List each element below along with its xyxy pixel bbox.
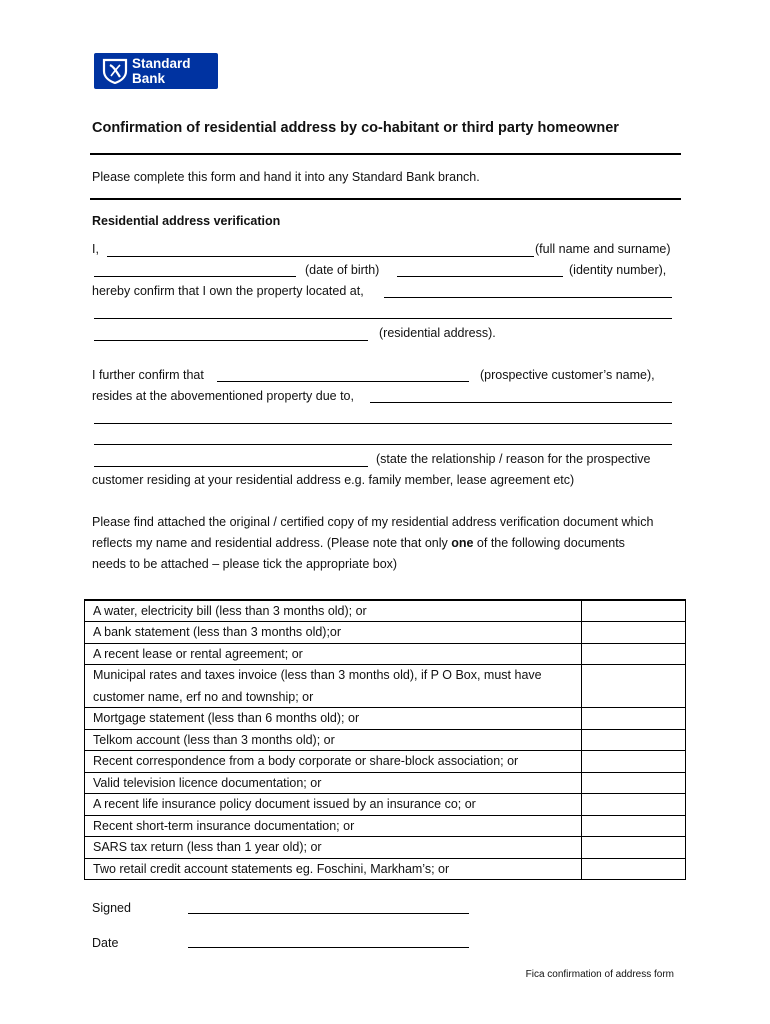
tick-box[interactable] xyxy=(582,837,685,858)
attach-para-line2 xyxy=(92,535,625,551)
full-name-label: (full name and surname) xyxy=(535,242,671,256)
property-address-field-2[interactable] xyxy=(94,318,672,319)
shield-icon xyxy=(102,58,128,84)
table-row xyxy=(85,815,685,837)
table-row xyxy=(85,707,685,729)
resides-text: resides at the abovementioned property due to, xyxy=(92,389,354,403)
prospective-customer-field[interactable] xyxy=(217,381,469,382)
i-prefix: I, xyxy=(92,242,99,256)
signature-field[interactable] xyxy=(188,913,469,914)
table-row xyxy=(85,600,685,621)
date-field[interactable] xyxy=(188,947,469,948)
footer-note: Fica confirmation of address form xyxy=(525,969,674,980)
document-option: Telkom account (less than 3 months old); or xyxy=(93,732,335,747)
instruction-divider xyxy=(90,198,681,200)
document-option: A bank statement (less than 3 months old);or xyxy=(93,625,342,639)
tick-box[interactable] xyxy=(582,708,685,729)
tick-box[interactable] xyxy=(582,773,685,794)
tick-box[interactable] xyxy=(582,730,685,751)
document-option: Municipal rates and taxes invoice (less than 3 months old), if P O Box, must have customer name, erf no and township; or xyxy=(93,668,542,704)
tick-box[interactable] xyxy=(582,665,685,707)
table-row xyxy=(85,664,685,707)
attach-para-line1: Please find attached the original / certified copy of my residential address verification document which xyxy=(92,515,654,529)
table-row xyxy=(85,621,685,643)
logo-line2: Bank xyxy=(132,71,166,86)
relationship-continued: customer residing at your residential address e.g. family member, lease agreement etc) xyxy=(92,473,575,487)
document-option: Valid television licence documentation; or xyxy=(93,775,322,790)
attach-para-line3: needs to be attached – please tick the appropriate box) xyxy=(92,557,398,571)
signed-label: Signed xyxy=(92,901,131,915)
date-of-birth-field[interactable] xyxy=(94,276,296,277)
document-option: A recent lease or rental agreement; or xyxy=(93,646,303,661)
tick-box[interactable] xyxy=(582,859,685,880)
reason-field-2[interactable] xyxy=(94,423,672,424)
table-row xyxy=(85,772,685,794)
relationship-label: (state the relationship / reason for the prospective xyxy=(376,452,651,466)
document-option: A water, electricity bill (less than 3 months old); or xyxy=(93,604,367,618)
table-row xyxy=(85,858,685,880)
table-row xyxy=(85,643,685,665)
attach-para-emphasis: one xyxy=(451,536,474,550)
tick-box[interactable] xyxy=(582,644,685,665)
section-title: Residential address verification xyxy=(92,214,281,228)
instruction-text: Please complete this form and hand it into any Standard Bank branch. xyxy=(92,170,480,184)
full-name-field[interactable] xyxy=(107,256,534,257)
logo-text xyxy=(132,56,191,86)
document-option: Mortgage statement (less than 6 months old); or xyxy=(93,711,360,725)
identity-number-label: (identity number), xyxy=(569,263,667,277)
reason-field-1[interactable] xyxy=(370,402,672,403)
further-confirm-text: I further confirm that xyxy=(92,368,204,382)
residential-address-label: (residential address). xyxy=(379,326,496,340)
logo-line1: Standard xyxy=(132,56,191,71)
document-option: Two retail credit account statements eg. Foschini, Markham’s; or xyxy=(93,861,450,876)
attach-para-line2-start: reflects my name and residential address. (Please note that only xyxy=(92,536,452,550)
property-address-field-1[interactable] xyxy=(384,297,672,298)
table-row xyxy=(85,729,685,751)
tick-box[interactable] xyxy=(582,794,685,815)
standard-bank-logo xyxy=(94,53,218,89)
table-row xyxy=(85,836,685,858)
document-checklist-table xyxy=(84,599,686,880)
tick-box[interactable] xyxy=(582,816,685,837)
document-option: Recent short-term insurance documentation; or xyxy=(93,818,355,833)
document-option: SARS tax return (less than 1 year old); or xyxy=(93,840,322,854)
table-row xyxy=(85,750,685,772)
date-of-birth-label: (date of birth) xyxy=(305,263,380,277)
own-property-text: hereby confirm that I own the property located at, xyxy=(92,284,364,298)
document-option: A recent life insurance policy document issued by an insurance co; or xyxy=(93,797,476,811)
prospective-customer-label: (prospective customer’s name), xyxy=(480,368,655,382)
property-address-field-3[interactable] xyxy=(94,340,368,341)
table-row xyxy=(85,793,685,815)
attach-para-line2-end: of the following documents xyxy=(473,536,625,550)
reason-field-3[interactable] xyxy=(94,444,672,445)
tick-box[interactable] xyxy=(582,622,685,643)
reason-field-4[interactable] xyxy=(94,466,368,467)
date-label: Date xyxy=(92,936,119,950)
tick-box[interactable] xyxy=(582,601,685,621)
document-option: Recent correspondence from a body corporate or share-block association; or xyxy=(93,754,519,768)
form-title: Confirmation of residential address by co-habitant or third party homeowner xyxy=(92,120,619,136)
identity-number-field[interactable] xyxy=(397,276,563,277)
tick-box[interactable] xyxy=(582,751,685,772)
title-divider xyxy=(90,153,681,155)
